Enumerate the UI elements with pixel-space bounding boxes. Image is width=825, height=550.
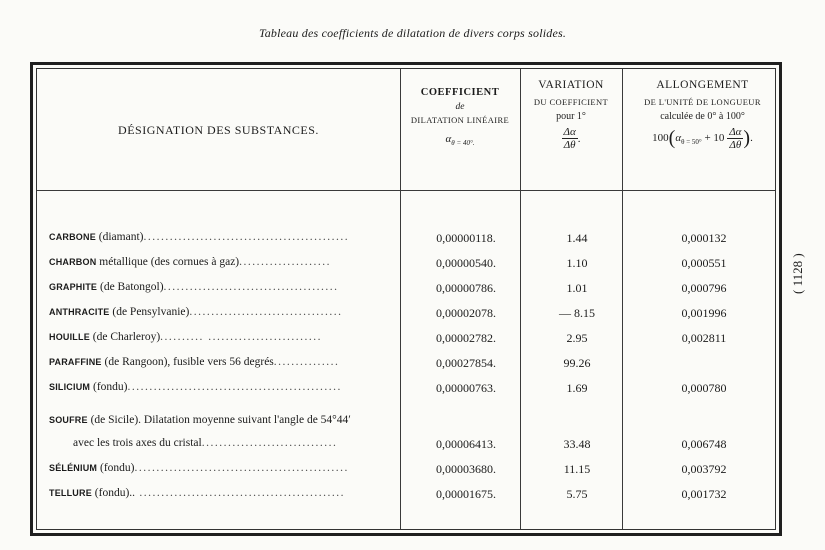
substance-label: PARAFFINE bbox=[49, 357, 102, 367]
substance-detail: (de Rangoon), fusible vers 56 degrés bbox=[101, 356, 274, 368]
leader-dots: ............... bbox=[273, 356, 340, 368]
coefficient-value: 0,00000118. bbox=[436, 231, 496, 245]
table-row bbox=[37, 256, 775, 278]
table-caption: Tableau des coefficients de dilatation de divers corps solides. bbox=[258, 26, 567, 40]
allongement-value: 0,000132 bbox=[681, 231, 727, 245]
substance-name bbox=[49, 281, 404, 293]
variation-value: 1.01 bbox=[566, 281, 588, 295]
leader-dots: ................................................. bbox=[127, 381, 342, 393]
delta-fraction bbox=[727, 126, 743, 151]
page-number: ( 1128 ) bbox=[790, 253, 805, 295]
leader-dots: ................................................. bbox=[134, 462, 349, 474]
variation-value: 33.48 bbox=[563, 437, 591, 451]
variation-value: 2.95 bbox=[566, 331, 588, 345]
leader-dots: ........................................ bbox=[163, 281, 339, 293]
leader-dots: ............................... bbox=[201, 437, 338, 449]
substance-detail: avec les trois axes du cristal bbox=[73, 437, 202, 449]
coefficient-value: 0,00027854. bbox=[436, 356, 496, 370]
header-variation-line2: pour 1° bbox=[556, 111, 586, 122]
fraction-denominator: Δθ bbox=[563, 139, 576, 151]
substance-name bbox=[49, 256, 404, 268]
substance-name bbox=[49, 231, 404, 243]
variation-value: 1.69 bbox=[566, 381, 588, 395]
header-coefficient-line2: DILATATION LINÉAIRE bbox=[410, 115, 510, 125]
table-row bbox=[37, 437, 775, 459]
substance-label: CARBONE bbox=[49, 232, 96, 242]
header-coefficient bbox=[400, 87, 520, 147]
alpha-symbol: α bbox=[445, 133, 452, 145]
header-allongement-title: ALLONGEMENT bbox=[656, 79, 749, 91]
substance-label: SOUFRE bbox=[49, 415, 88, 425]
allongement-value: 0,001996 bbox=[681, 306, 727, 320]
variation-value: 1.10 bbox=[566, 256, 588, 270]
table-row bbox=[37, 231, 775, 253]
coefficient-value: 0,00002782. bbox=[436, 331, 496, 345]
coefficient-value: 0,00001675. bbox=[436, 487, 496, 501]
substance-name bbox=[73, 437, 428, 449]
substance-name bbox=[49, 306, 404, 318]
substance-label: ANTHRACITE bbox=[49, 307, 110, 317]
substance-detail: (fondu) bbox=[97, 462, 135, 474]
fraction-denominator: Δθ bbox=[729, 139, 742, 151]
substance-name bbox=[49, 356, 404, 368]
table-row bbox=[37, 331, 775, 353]
fraction-numerator: Δα bbox=[729, 126, 742, 138]
substance-detail: (de Pensylvanie) bbox=[109, 306, 190, 318]
substance-detail: (de Batongol) bbox=[97, 281, 164, 293]
header-coefficient-symbol bbox=[400, 133, 520, 147]
table-row bbox=[37, 462, 775, 484]
substance-name bbox=[49, 414, 404, 426]
formula-prefix: 100 bbox=[652, 132, 669, 145]
substance-label: TELLURE bbox=[49, 488, 92, 498]
table-row bbox=[37, 381, 775, 403]
substance-detail: métallique (des cornues à gaz) bbox=[96, 256, 240, 268]
variation-value: 11.15 bbox=[563, 462, 591, 476]
table-row bbox=[37, 356, 775, 378]
header-allongement-line1: DE L'UNITÉ DE LONGUEUR bbox=[644, 97, 761, 107]
variation-value: 99.26 bbox=[563, 356, 591, 370]
substance-label: HOUILLE bbox=[49, 332, 90, 342]
allongement-value: 0,003792 bbox=[681, 462, 727, 476]
substance-label: SÉLÉNIUM bbox=[49, 463, 98, 473]
header-divider bbox=[37, 190, 775, 191]
coefficient-value: 0,00003680. bbox=[436, 462, 496, 476]
header-variation bbox=[520, 79, 622, 151]
table-inner-border bbox=[36, 68, 776, 530]
substance-name bbox=[49, 381, 404, 393]
substance-name bbox=[49, 331, 404, 343]
allongement-value: 0,001732 bbox=[681, 487, 727, 501]
header-variation-line1: DU COEFFICIENT bbox=[533, 97, 609, 107]
substance-detail: (diamant) bbox=[95, 231, 144, 243]
leader-dots: ............................................... bbox=[135, 487, 346, 499]
coefficient-value: 0,00000540. bbox=[436, 256, 496, 270]
allongement-value: 0,000796 bbox=[681, 281, 727, 295]
coefficient-value: 0,00000786. bbox=[436, 281, 496, 295]
substance-label: GRAPHITE bbox=[49, 282, 98, 292]
table-row bbox=[37, 414, 775, 436]
header-variation-fraction: $\frac{\Delta\alpha}{\Delta\theta}$ . bbox=[563, 126, 581, 151]
delta-fraction bbox=[562, 126, 578, 151]
header-allongement bbox=[622, 79, 783, 151]
header-coefficient-title: COEFFICIENT bbox=[420, 87, 500, 98]
header-coefficient-line1: de bbox=[455, 102, 465, 112]
coefficient-value: 0,00002078. bbox=[436, 306, 496, 320]
substance-detail: (fondu).. bbox=[91, 487, 136, 499]
header-variation-title: VARIATION bbox=[538, 79, 604, 91]
coefficient-value: 0,00000763. bbox=[436, 381, 496, 395]
allongement-value: 0,006748 bbox=[681, 437, 727, 451]
header-allongement-formula: $100(\alpha_{\theta = 50^\circ} + 10$ $\frac{\Delta\alpha}{\Delta\theta}$ ). bbox=[652, 126, 753, 151]
formula-alpha: α bbox=[675, 132, 682, 145]
table-row bbox=[37, 306, 775, 328]
table-frame bbox=[30, 62, 782, 536]
table-row bbox=[37, 281, 775, 303]
substance-name bbox=[49, 487, 404, 499]
table-row bbox=[37, 487, 775, 509]
substance-detail: (de Charleroy) bbox=[89, 331, 161, 343]
substance-detail: (de Sicile). Dilatation moyenne suivant l'angle de 54°44′ bbox=[87, 414, 351, 426]
alpha-subscript: θ = 40°. bbox=[451, 139, 475, 148]
allongement-value: 0,000551 bbox=[681, 256, 727, 270]
formula-alpha-subscript: θ = 50° bbox=[681, 138, 702, 147]
allongement-value: 0,000780 bbox=[681, 381, 727, 395]
leader-dots: ............................................... bbox=[143, 231, 350, 243]
variation-value: 5.75 bbox=[566, 487, 588, 501]
substance-label: CHARBON bbox=[49, 257, 97, 267]
header-allongement-line2: calculée de 0° à 100° bbox=[660, 111, 745, 122]
substance-name bbox=[49, 462, 404, 474]
leader-dots: ................................... bbox=[189, 306, 343, 318]
coefficient-value: 0,00006413. bbox=[436, 437, 496, 451]
allongement-value: 0,002811 bbox=[681, 331, 727, 345]
substance-label: SILICIUM bbox=[49, 382, 91, 392]
fraction-numerator: Δα bbox=[563, 126, 576, 138]
variation-value: — 8.15 bbox=[559, 306, 595, 320]
leader-dots: .......... .......................... bbox=[160, 331, 323, 343]
substance-detail: (fondu) bbox=[90, 381, 128, 393]
variation-value: 1.44 bbox=[566, 231, 588, 245]
header-designation: DÉSIGNATION DES SUBSTANCES. bbox=[118, 123, 319, 137]
formula-mid: + 10 bbox=[704, 132, 725, 145]
leader-dots: ..................... bbox=[239, 256, 332, 268]
